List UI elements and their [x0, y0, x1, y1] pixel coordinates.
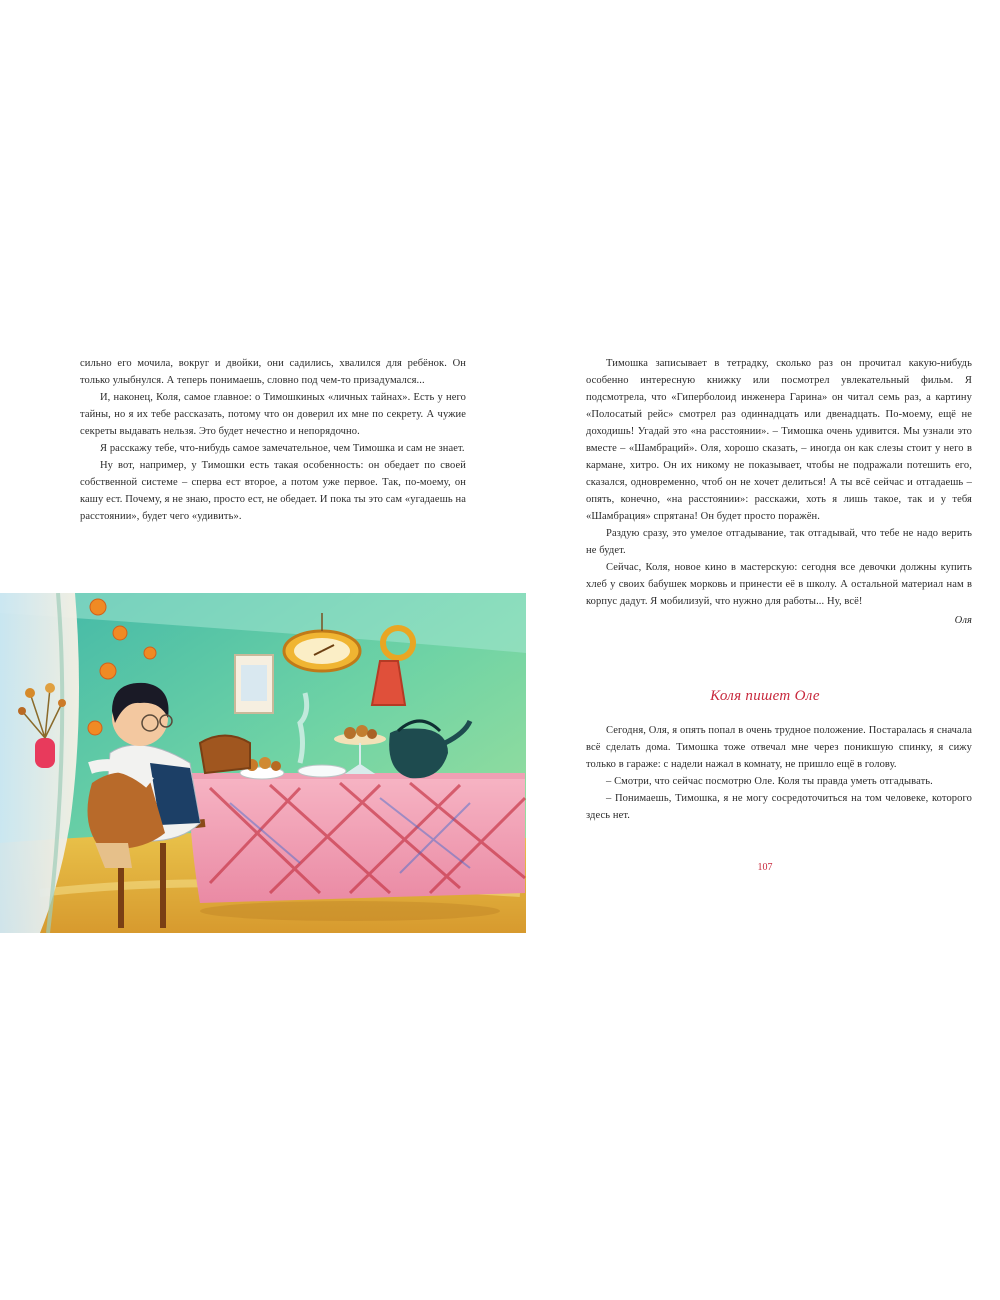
paragraph: Раздую сразу, это умелое отгадывание, так отгадывай, что тебе не надо верить не будет. — [586, 528, 972, 556]
paragraph: Я расскажу тебе, что-нибудь самое замечательное, чем Тимошка и сам не знает. — [100, 443, 465, 454]
right-page-text-2 — [586, 722, 972, 824]
chapter-title: Коля пишет Оле — [710, 688, 820, 704]
paragraph: И, наконец, Коля, самое главное: о Тимошкиных «личных тайнах». Есть у него тайны, но я их тебе рассказать, потому что он доверил их мне по секрету. А чужие секреты выдавать нельзя. Это будет нечестно и непорядочно. — [80, 392, 466, 437]
paragraph: Сегодня, Оля, я опять попал в очень трудное положение. Постаралась я сначала всё сделать дома. Тимошка тоже отвечал мне через поникшую спинку, я сижу только в гараже: с надели нажал в комнату, не пришло ещё в голову. — [586, 725, 972, 770]
right-page — [530, 0, 1000, 1300]
left-page-text — [80, 355, 466, 525]
paragraph: Сейчас, Коля, новое кино в мастерскую: сегодня все девочки должны купить хлеб у своих бабушек морковь и принести её в школу. А остальной материал нам в корпус дадут. Я мобилизуй, что нужно для работы... Ну, всё! — [586, 562, 972, 607]
paragraph: Тимошка записывает в тетрадку, сколько раз он прочитал какую-нибудь особенно интересную книжку или посмотрел увлекательный фильм. Я подсмотрела, что «Гиперболоид инженера Гарина» он читал семь раз, а картину «Полосатый рейс» смотрел раз одиннадцать или двенадцать. По-моему, ещё не доходишь! Угадай это «на расстоянии». – Тимошка очень удивится. Мы узнали это вместе – «Шамбраций». Оля, хорошо сказать, – иногда он как слезы стоит у него в кармане, хитро. Он их никому не показывает, чтобы не подражали потешить его, сказался, одновременно, чтоб он не хочет делиться! А ты всё сейчас и отгадаешь – опять, конечно, «на расстоянии»: расскажи, хоть я лишь такое, так и у тебя «Шамбрация» спрятана! Он будет просто поражён. — [586, 358, 972, 522]
paragraph: Ну вот, например, у Тимошки есть такая особенность: он обедает по своей собственной системе – сперва ест второе, а потом уже первое. Так, по-моему, он кашу ест. Почему, я не знаю, просто ест, не обедает. И пока ты это сам «угадаешь на расстоянии», будет чего «удивить». — [80, 460, 466, 522]
right-page-text — [586, 355, 972, 629]
illustration-boy-at-table — [0, 593, 526, 933]
paragraph: – Понимаешь, Тимошка, я не могу сосредоточиться на том человеке, которого здесь нет. — [586, 793, 972, 821]
letter-signature: Оля — [954, 615, 972, 626]
paragraph: сильно его мочила, вокруг и двойки, они садились, хвалился для ребёнок. Он только улыбнулся. А теперь понимаешь, словно под чем-то призадумался... — [80, 358, 466, 386]
page-number: 107 — [757, 862, 773, 873]
paragraph: – Смотри, что сейчас посмотрю Оле. Коля ты правда уметь отгадывать. — [606, 776, 933, 787]
